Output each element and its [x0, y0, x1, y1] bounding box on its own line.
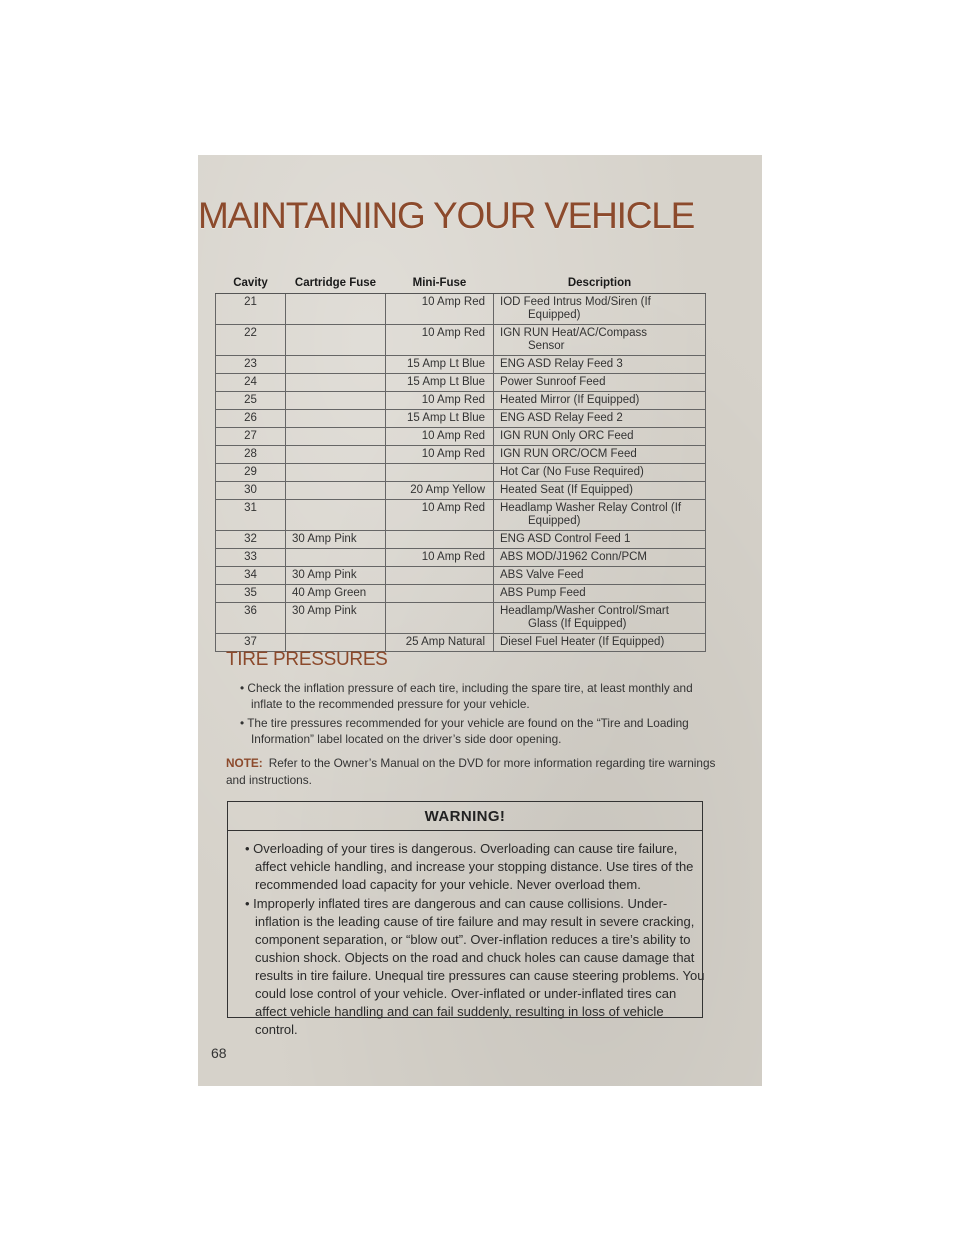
cell-mini-fuse: 15 Amp Lt Blue	[386, 356, 494, 374]
warning-bullet: • Improperly inflated tires are dangerous and can cause collisions. Under-inflation is the leading cause of tire failure and may result in severe cracking, component separation, or “blow out”. Over-inflation reduces a tire’s ability to cushion shock. Objects on the road and chuck holes can cause damage that results in tire failure. Unequal tire pressures can cause steering problems. You could lose control of your vehicle. Over-inflated or under-inflated tires can affect vehicle handling and can fail suddenly, resulting in loss of vehicle control.	[245, 896, 705, 1037]
cell-mini-fuse: 10 Amp Red	[386, 446, 494, 464]
column-header-mini-fuse: Mini-Fuse	[386, 273, 494, 294]
cell-description	[494, 392, 706, 410]
cell-cartridge-fuse	[286, 392, 386, 410]
cell-mini-fuse: 15 Amp Lt Blue	[386, 374, 494, 392]
description-line: ENG ASD Relay Feed 3	[500, 358, 623, 370]
description-line-continued: Equipped)	[528, 309, 581, 321]
cell-description	[494, 585, 706, 603]
cell-cartridge-fuse: 30 Amp Pink	[286, 603, 386, 634]
cell-cartridge-fuse	[286, 549, 386, 567]
description-line: IGN RUN Only ORC Feed	[500, 430, 634, 442]
cell-mini-fuse: 10 Amp Red	[386, 294, 494, 325]
table-row	[216, 294, 706, 325]
table-row	[216, 325, 706, 356]
cell-cavity: 30	[216, 482, 286, 500]
fuse-table-header-row	[216, 273, 706, 294]
table-row	[216, 374, 706, 392]
table-row	[216, 500, 706, 531]
description-line-continued: Equipped)	[528, 515, 581, 527]
table-row	[216, 410, 706, 428]
description-line: ABS MOD/J1962 Conn/PCM	[500, 551, 648, 563]
bullet-text: Check the inflation pressure of each tire, including the spare tire, at least monthly and inflate to the recommended pressure for your vehicle.	[247, 681, 693, 711]
cell-mini-fuse	[386, 531, 494, 549]
description-line: IGN RUN Heat/AC/Compass	[500, 327, 647, 339]
section-heading-tire-pressures: TIRE PRESSURES	[226, 649, 388, 670]
table-row	[216, 585, 706, 603]
cell-cavity: 26	[216, 410, 286, 428]
cell-mini-fuse: 15 Amp Lt Blue	[386, 410, 494, 428]
cell-description	[494, 634, 706, 652]
cell-cavity: 25	[216, 392, 286, 410]
cell-cavity: 28	[216, 446, 286, 464]
cell-cartridge-fuse	[286, 374, 386, 392]
cell-description	[494, 356, 706, 374]
column-header-cavity: Cavity	[216, 273, 286, 294]
cell-description	[494, 428, 706, 446]
table-row	[216, 464, 706, 482]
description-line: Power Sunroof Feed	[500, 376, 606, 388]
cell-cartridge-fuse	[286, 446, 386, 464]
column-header-description: Description	[494, 273, 706, 294]
warning-box	[227, 801, 705, 1037]
description-line: IGN RUN ORC/OCM Feed	[500, 448, 637, 460]
description-line: IOD Feed Intrus Mod/Siren (If	[500, 296, 651, 308]
cell-cartridge-fuse: 40 Amp Green	[286, 585, 386, 603]
table-row	[216, 446, 706, 464]
description-line: Diesel Fuel Heater (If Equipped)	[500, 636, 665, 648]
cell-mini-fuse: 10 Amp Red	[386, 392, 494, 410]
cell-mini-fuse: 25 Amp Natural	[386, 634, 494, 652]
cell-cavity: 32	[216, 531, 286, 549]
page-number: 68	[211, 1045, 227, 1061]
cell-description	[494, 500, 706, 531]
table-row	[216, 482, 706, 500]
cell-cavity: 21	[216, 294, 286, 325]
cell-cavity: 31	[216, 500, 286, 531]
cell-description	[494, 325, 706, 356]
description-line-continued: Glass (If Equipped)	[528, 618, 627, 630]
description-line-continued: Sensor	[528, 340, 565, 352]
bullet-text: The tire pressures recommended for your vehicle are found on the “Tire and Loading Information” label located on the driver’s side door opening.	[247, 716, 689, 746]
column-header-cartridge-fuse: Cartridge Fuse	[286, 273, 386, 294]
cell-cartridge-fuse	[286, 325, 386, 356]
cell-mini-fuse: 10 Amp Red	[386, 500, 494, 531]
table-row	[216, 531, 706, 549]
cell-cavity: 27	[216, 428, 286, 446]
cell-cartridge-fuse: 30 Amp Pink	[286, 531, 386, 549]
cell-description	[494, 567, 706, 585]
cell-cavity: 23	[216, 356, 286, 374]
cell-description	[494, 294, 706, 325]
note-text: Refer to the Owner’s Manual on the DVD for more information regarding tire warnings and instructions.	[226, 756, 716, 787]
cell-cartridge-fuse	[286, 294, 386, 325]
description-line: Headlamp/Washer Control/Smart	[500, 605, 669, 617]
page-header-title: MAINTAINING YOUR VEHICLE	[198, 195, 695, 236]
cell-cavity: 33	[216, 549, 286, 567]
description-line: ABS Pump Feed	[500, 587, 586, 599]
warning-bullet-text: Improperly inflated tires are dangerous and can cause collisions. Under-inflation is the leading cause of tire failure and may result in severe cracking, component separation, or “blow out”. Over-inflation reduces a tire’s ability to cushion shock. Objects on the road and chuck holes can cause damage that results in tire failure. Unequal tire pressures can cause steering problems. You could lose control of your vehicle. Over-inflated or under-inflated tires can affect vehicle handling and can fail suddenly, resulting in loss of vehicle control.	[253, 896, 705, 1037]
cell-cavity: 36	[216, 603, 286, 634]
cell-mini-fuse	[386, 603, 494, 634]
cell-description	[494, 374, 706, 392]
cell-description	[494, 446, 706, 464]
warning-bullet: • Overloading of your tires is dangerous. Overloading can cause tire failure, affect vehicle handling, and increase your stopping distance. Use tires of the recommended load capacity for your vehicle. Never overload them.	[245, 841, 694, 892]
cell-cartridge-fuse	[286, 356, 386, 374]
manual-page	[198, 155, 762, 1086]
note-label: NOTE:	[226, 756, 263, 770]
table-row	[216, 392, 706, 410]
description-line: ENG ASD Relay Feed 2	[500, 412, 623, 424]
description-line: Headlamp Washer Relay Control (If	[500, 502, 682, 514]
cell-description	[494, 464, 706, 482]
description-line: Hot Car (No Fuse Required)	[500, 466, 644, 478]
cell-description	[494, 482, 706, 500]
cell-description	[494, 549, 706, 567]
cell-description	[494, 531, 706, 549]
cell-cartridge-fuse	[286, 464, 386, 482]
table-row	[216, 428, 706, 446]
table-row	[216, 567, 706, 585]
cell-cavity: 37	[216, 634, 286, 652]
cell-cartridge-fuse	[286, 500, 386, 531]
description-line: Heated Mirror (If Equipped)	[500, 394, 640, 406]
cell-mini-fuse	[386, 464, 494, 482]
description-line: Heated Seat (If Equipped)	[500, 484, 633, 496]
cell-description	[494, 410, 706, 428]
cell-cavity: 34	[216, 567, 286, 585]
cell-description	[494, 603, 706, 634]
cell-mini-fuse: 10 Amp Red	[386, 549, 494, 567]
note-paragraph	[226, 755, 716, 789]
warning-title: WARNING!	[228, 802, 702, 831]
table-row	[216, 603, 706, 634]
table-row	[216, 549, 706, 567]
bullet-item: • The tire pressures recommended for your vehicle are found on the “Tire and Loading Information” label located on the driver’s side door opening.	[240, 716, 689, 746]
cell-cartridge-fuse	[286, 482, 386, 500]
cell-cavity: 22	[216, 325, 286, 356]
cell-cavity: 29	[216, 464, 286, 482]
bullet-item: • Check the inflation pressure of each tire, including the spare tire, at least monthly and inflate to the recommended pressure for your vehicle.	[240, 681, 693, 711]
cell-mini-fuse	[386, 585, 494, 603]
cell-mini-fuse: 20 Amp Yellow	[386, 482, 494, 500]
cell-cavity: 35	[216, 585, 286, 603]
fuse-table-body	[216, 294, 706, 652]
description-line: ENG ASD Control Feed 1	[500, 533, 631, 545]
table-row	[216, 356, 706, 374]
warning-bullet-text: Overloading of your tires is dangerous. Overloading can cause tire failure, affect vehicle handling, and increase your stopping distance. Use tires of the recommended load capacity for your vehicle. Never overload them.	[253, 841, 694, 892]
cell-mini-fuse: 10 Amp Red	[386, 325, 494, 356]
cell-mini-fuse: 10 Amp Red	[386, 428, 494, 446]
cell-mini-fuse	[386, 567, 494, 585]
description-line: ABS Valve Feed	[500, 569, 584, 581]
cell-cavity: 24	[216, 374, 286, 392]
cell-cartridge-fuse: 30 Amp Pink	[286, 567, 386, 585]
cell-cartridge-fuse	[286, 410, 386, 428]
fuse-table	[215, 273, 706, 652]
cell-cartridge-fuse	[286, 428, 386, 446]
